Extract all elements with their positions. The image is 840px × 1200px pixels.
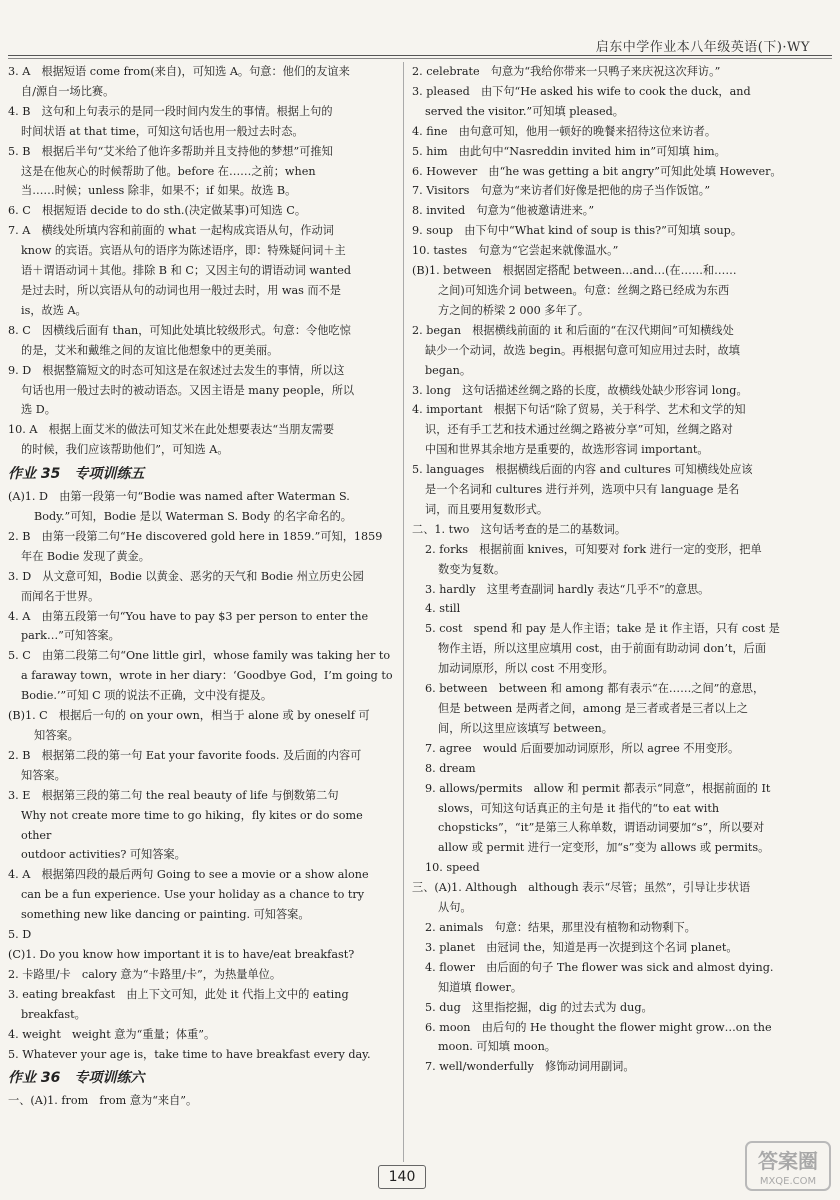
answer-line: park…”可知答案。 <box>21 629 120 643</box>
answer-line: 2. B 由第一段第二句“He discovered gold here in 1859.”可知，1859 <box>8 529 383 543</box>
answer-line: 2. animals 句意：结果，那里没有植物和动物剩下。 <box>425 920 696 934</box>
answer-line: 5. dug 这里指挖掘，dig 的过去式为 dug。 <box>425 1000 653 1014</box>
watermark-text: 答案圈 <box>758 1149 818 1173</box>
answer-line: 7. A 横线处所填内容和前面的 what 一起构成宾语从句，作动词 <box>8 224 334 238</box>
answer-line: 8. C 因横线后面有 than，可知此处填比较级形式。句意：令他吃惊 <box>8 323 351 337</box>
section-heading: 作业 36 专项训练六 <box>8 1070 145 1087</box>
answer-line: 4. A 由第五段第一句“You have to pay $3 per person to enter the <box>8 609 369 623</box>
answer-line: 4. A 根据第四段的最后两句 Going to see a movie or a show alone <box>8 868 369 882</box>
answer-line: 7. agree would 后面要加动词原形，所以 agree 不用变形。 <box>425 741 740 755</box>
answer-line: 4. fine 由句意可知，他用一顿好的晚餐来招待这位来访者。 <box>412 124 717 138</box>
answer-line: 8. invited 句意为“他被邀请进来。” <box>412 204 595 218</box>
answer-line: 2. celebrate 句意为“我给你带来一只鸭子来庆祝这次拜访。” <box>412 65 721 78</box>
answer-line: 是一个名词和 cultures 进行并列，选项中只有 language 是名 <box>425 483 740 497</box>
answer-line: 加动词原形，所以 cost 不用变形。 <box>438 662 614 676</box>
answer-line: 知答案。 <box>21 768 66 782</box>
answer-line: 而闻名于世界。 <box>21 589 100 603</box>
answer-line: 一、(A)1. from from 意为“来自”。 <box>8 1094 198 1108</box>
answer-line: chopsticks”，“it”是第三人称单数，谓语动词要加“s”，所以要对 <box>438 821 765 835</box>
right-column <box>412 62 802 1172</box>
answer-line: 年在 Bodie 发现了黄金。 <box>21 549 150 563</box>
answer-line: 识，还有手工艺和技术通过丝绸之路被分享”可知，丝绸之路对 <box>425 423 733 437</box>
answer-line: 8. dream <box>425 761 476 775</box>
answer-line: 7. Visitors 句意为“来访者们好像是把他的房子当作饭馆。” <box>412 184 711 198</box>
answer-line: 9. D 根据整篇短文的时态可知这是在叙述过去发生的事情，所以这 <box>8 363 345 377</box>
answer-line: 词，而且要用复数形式。 <box>425 502 549 516</box>
section-heading: 作业 35 专项训练五 <box>8 466 145 483</box>
answer-line: 3. hardly 这里考查副词 hardly 表达“几乎不”的意思。 <box>425 582 710 596</box>
answer-line: 5. D <box>8 928 32 942</box>
answer-line: 3. A 根据短语 come from(来自)，可知选 A。句意：他们的友谊来 <box>8 65 350 78</box>
answer-line: 是过去时，所以宾语从句的动词也用一般过去时，用 was 而不是 <box>21 283 341 297</box>
answer-line: 的时候，我们应该帮助他们”，可知选 A。 <box>21 443 229 457</box>
watermark-subtext: MXQE.COM <box>759 1176 817 1187</box>
answer-line: (B)1. C 根据后一句的 on your own，相当于 alone 或 by oneself 可 <box>8 709 370 723</box>
answer-line: 7. well/wonderfully 修饰动词用副词。 <box>425 1060 635 1074</box>
answer-line: 5. Whatever your age is，take time to have breakfast every day. <box>8 1047 371 1061</box>
answer-line: 这是在他灰心的时候帮助了他。before 在……之前；when <box>21 164 316 178</box>
answer-line: 5. C 由第二段第二句“One little girl，whose family was taking her to <box>8 649 391 663</box>
answer-line: 知道填 flower。 <box>438 980 523 994</box>
answer-line: 5. B 根据后半句“艾米给了他许多帮助并且支持他的梦想”可推知 <box>8 144 333 158</box>
answer-line: can be a fun experience. Use your holiday as a chance to try <box>21 888 365 902</box>
page-number: 140 <box>378 1165 426 1189</box>
page-header <box>0 0 840 58</box>
answer-line: 4. flower 由后面的句子 The flower was sick and almost dying. <box>425 960 774 974</box>
column-divider <box>403 62 404 1162</box>
answer-line: 3. long 这句话描述丝绸之路的长度，故横线处缺少形容词 long。 <box>412 383 748 397</box>
answer-line: 之间)可知选介词 between。句意：丝绸之路已经成为东西 <box>438 283 730 297</box>
answer-line: 9. allows/permits allow 和 permit 都表示“同意”，根据前面的 It <box>425 781 771 795</box>
answer-line: Body.”可知，Bodie 是以 Waterman S. Body 的名字命名的。 <box>34 510 352 524</box>
header-rule-thin <box>8 58 832 59</box>
answer-line: 2. forks 根据前面 knives，可知要对 fork 进行一定的变形，把单 <box>425 542 762 556</box>
answer-line: 4. B 这句和上句表示的是同一段时间内发生的事情。根据上句的 <box>8 104 333 118</box>
answer-line: 当……时候；unless 除非，如果不；if 如果。故选 B。 <box>21 184 297 198</box>
answer-line: 4. still <box>425 602 461 616</box>
answer-line: 9. soup 由下句中“What kind of soup is this?”可知填 soup。 <box>412 224 743 238</box>
answer-line: 10. tastes 句意为“它尝起来就像温水。” <box>412 244 619 258</box>
answer-line: Why not create more time to go hiking，fly kites or do some other <box>21 808 363 842</box>
answer-line: 三、(A)1. Although although 表示“尽管；虽然”，引导让步状语 <box>412 881 751 895</box>
answer-line: 中国和世界其余地方是重要的，故选形容词 important。 <box>425 443 709 457</box>
answer-line: 2. 卡路里/卡 calory 意为“卡路里/卡”，为热量单位。 <box>8 967 282 981</box>
answer-line: is，故选 A。 <box>21 303 87 317</box>
answer-line: (A)1. D 由第一段第一句“Bodie was named after Waterman S. <box>8 490 350 504</box>
answer-line: 二、1. two 这句话考查的是二的基数词。 <box>412 522 627 536</box>
answer-line: 5. languages 根据横线后面的内容 and cultures 可知横线处应该 <box>412 463 753 477</box>
answer-line: 数变为复数。 <box>438 562 506 576</box>
answer-line: outdoor activities? 可知答案。 <box>21 848 186 862</box>
answer-line: 6. moon 由后句的 He thought the flower might grow…on the <box>425 1020 772 1034</box>
answer-line: 知答案。 <box>34 729 79 742</box>
answer-line: 但是 between 是两者之间，among 是三者或者是三者以上之 <box>438 702 748 715</box>
answer-line: slows，可知这句话真正的主句是 it 指代的“to eat with <box>438 801 720 815</box>
answer-line: 10. A 根据上面艾米的做法可知艾米在此处想要表达“当朋友需要 <box>8 423 335 437</box>
answer-line: 4. weight weight 意为“重量；体重”。 <box>8 1027 216 1041</box>
answer-line: 6. C 根据短语 decide to do sth.(决定做某事)可知选 C。 <box>8 204 307 218</box>
answer-line: moon. 可知填 moon。 <box>438 1040 556 1054</box>
answer-line: 2. B 根据第二段的第一句 Eat your favorite foods. 及后面的内容可 <box>8 748 362 762</box>
answer-line: 3. E 根据第三段的第二句 the real beauty of life 与倒数第二句 <box>8 788 339 802</box>
answer-line: 的是，艾米和戴维之间的友谊比他想象中的更美丽。 <box>21 343 279 357</box>
answer-line: 选 D。 <box>21 403 56 417</box>
answer-line: served the visitor.”可知填 pleased。 <box>425 104 624 118</box>
answer-line: 6. between between 和 among 都有表示“在……之间”的意思， <box>425 682 765 696</box>
answer-line: 间，所以这里应该填写 between。 <box>438 721 613 735</box>
answer-line: 3. planet 由冠词 the，知道是再一次提到这个名词 planet。 <box>425 940 738 954</box>
answer-line: 时间状语 at that time，可知这句话也用一般过去时态。 <box>21 124 304 138</box>
answer-line: 方之间的桥梁 2 000 多年了。 <box>438 303 590 317</box>
answer-line: 自/源自一场比赛。 <box>21 84 115 98</box>
running-title: 启东中学作业本八年级英语(下)·WY <box>595 40 810 55</box>
answer-line: something new like dancing or painting. 可知答案。 <box>21 908 310 922</box>
answer-line: 语＋谓语动词＋其他。排除 B 和 C；又因主句的谓语动词 wanted <box>21 264 352 278</box>
answer-line: 从句。 <box>438 901 472 915</box>
answer-line: (C)1. Do you know how important it is to have/eat breakfast? <box>8 947 355 961</box>
answer-line: know 的宾语。宾语从句的语序为陈述语序，即：特殊疑问词＋主 <box>21 244 346 258</box>
answer-line: a faraway town，wrote in her diary：‘Goodbye God，I’m going to <box>21 669 393 683</box>
answer-line: 3. pleased 由下句“He asked his wife to cook the duck，and <box>412 84 751 98</box>
answer-line: 6. However 由“he was getting a bit angry”可知此处填 However。 <box>412 164 782 178</box>
answer-line: 10. speed <box>425 861 480 875</box>
answer-line: 物作主语，所以这里应填用 cost，由于前面有助动词 don’t，后面 <box>438 642 767 656</box>
left-column <box>8 62 394 1172</box>
watermark-logo <box>744 1138 832 1194</box>
answer-line: 句话也用一般过去时的被动语态。又因主语是 many people，所以 <box>21 383 355 397</box>
answer-line: 2. began 根据横线前面的 it 和后面的“在汉代期间”可知横线处 <box>412 323 734 337</box>
answer-line: 3. eating breakfast 由上下文可知，此处 it 代指上文中的 eating <box>8 987 349 1001</box>
answer-line: allow 或 permit 进行一定变形，加“s”变为 allows 或 permits。 <box>438 841 770 855</box>
answer-line: Bodie.’”可知 C 项的说法不正确，文中没有提及。 <box>21 689 273 703</box>
answer-line: 5. him 由此句中“Nasreddin invited him in”可知填 him。 <box>412 144 726 158</box>
answer-line: (B)1. between 根据固定搭配 between…and…(在……和…… <box>412 264 737 278</box>
header-rule <box>8 55 832 56</box>
answer-line: 4. important 根据下句话“除了贸易，关于科学、艺术和文学的知 <box>412 403 746 417</box>
answer-line: 5. cost spend 和 pay 是人作主语；take 是 it 作主语，只有 cost 是 <box>425 622 780 636</box>
answer-line: 缺少一个动词，故选 begin。再根据句意可知应用过去时，故填 <box>425 343 740 357</box>
answer-line: breakfast。 <box>21 1007 86 1021</box>
answer-line: 3. D 从文意可知，Bodie 以黄金、恶劣的天气和 Bodie 州立历史公园 <box>8 569 364 583</box>
answer-line: began。 <box>425 363 472 377</box>
